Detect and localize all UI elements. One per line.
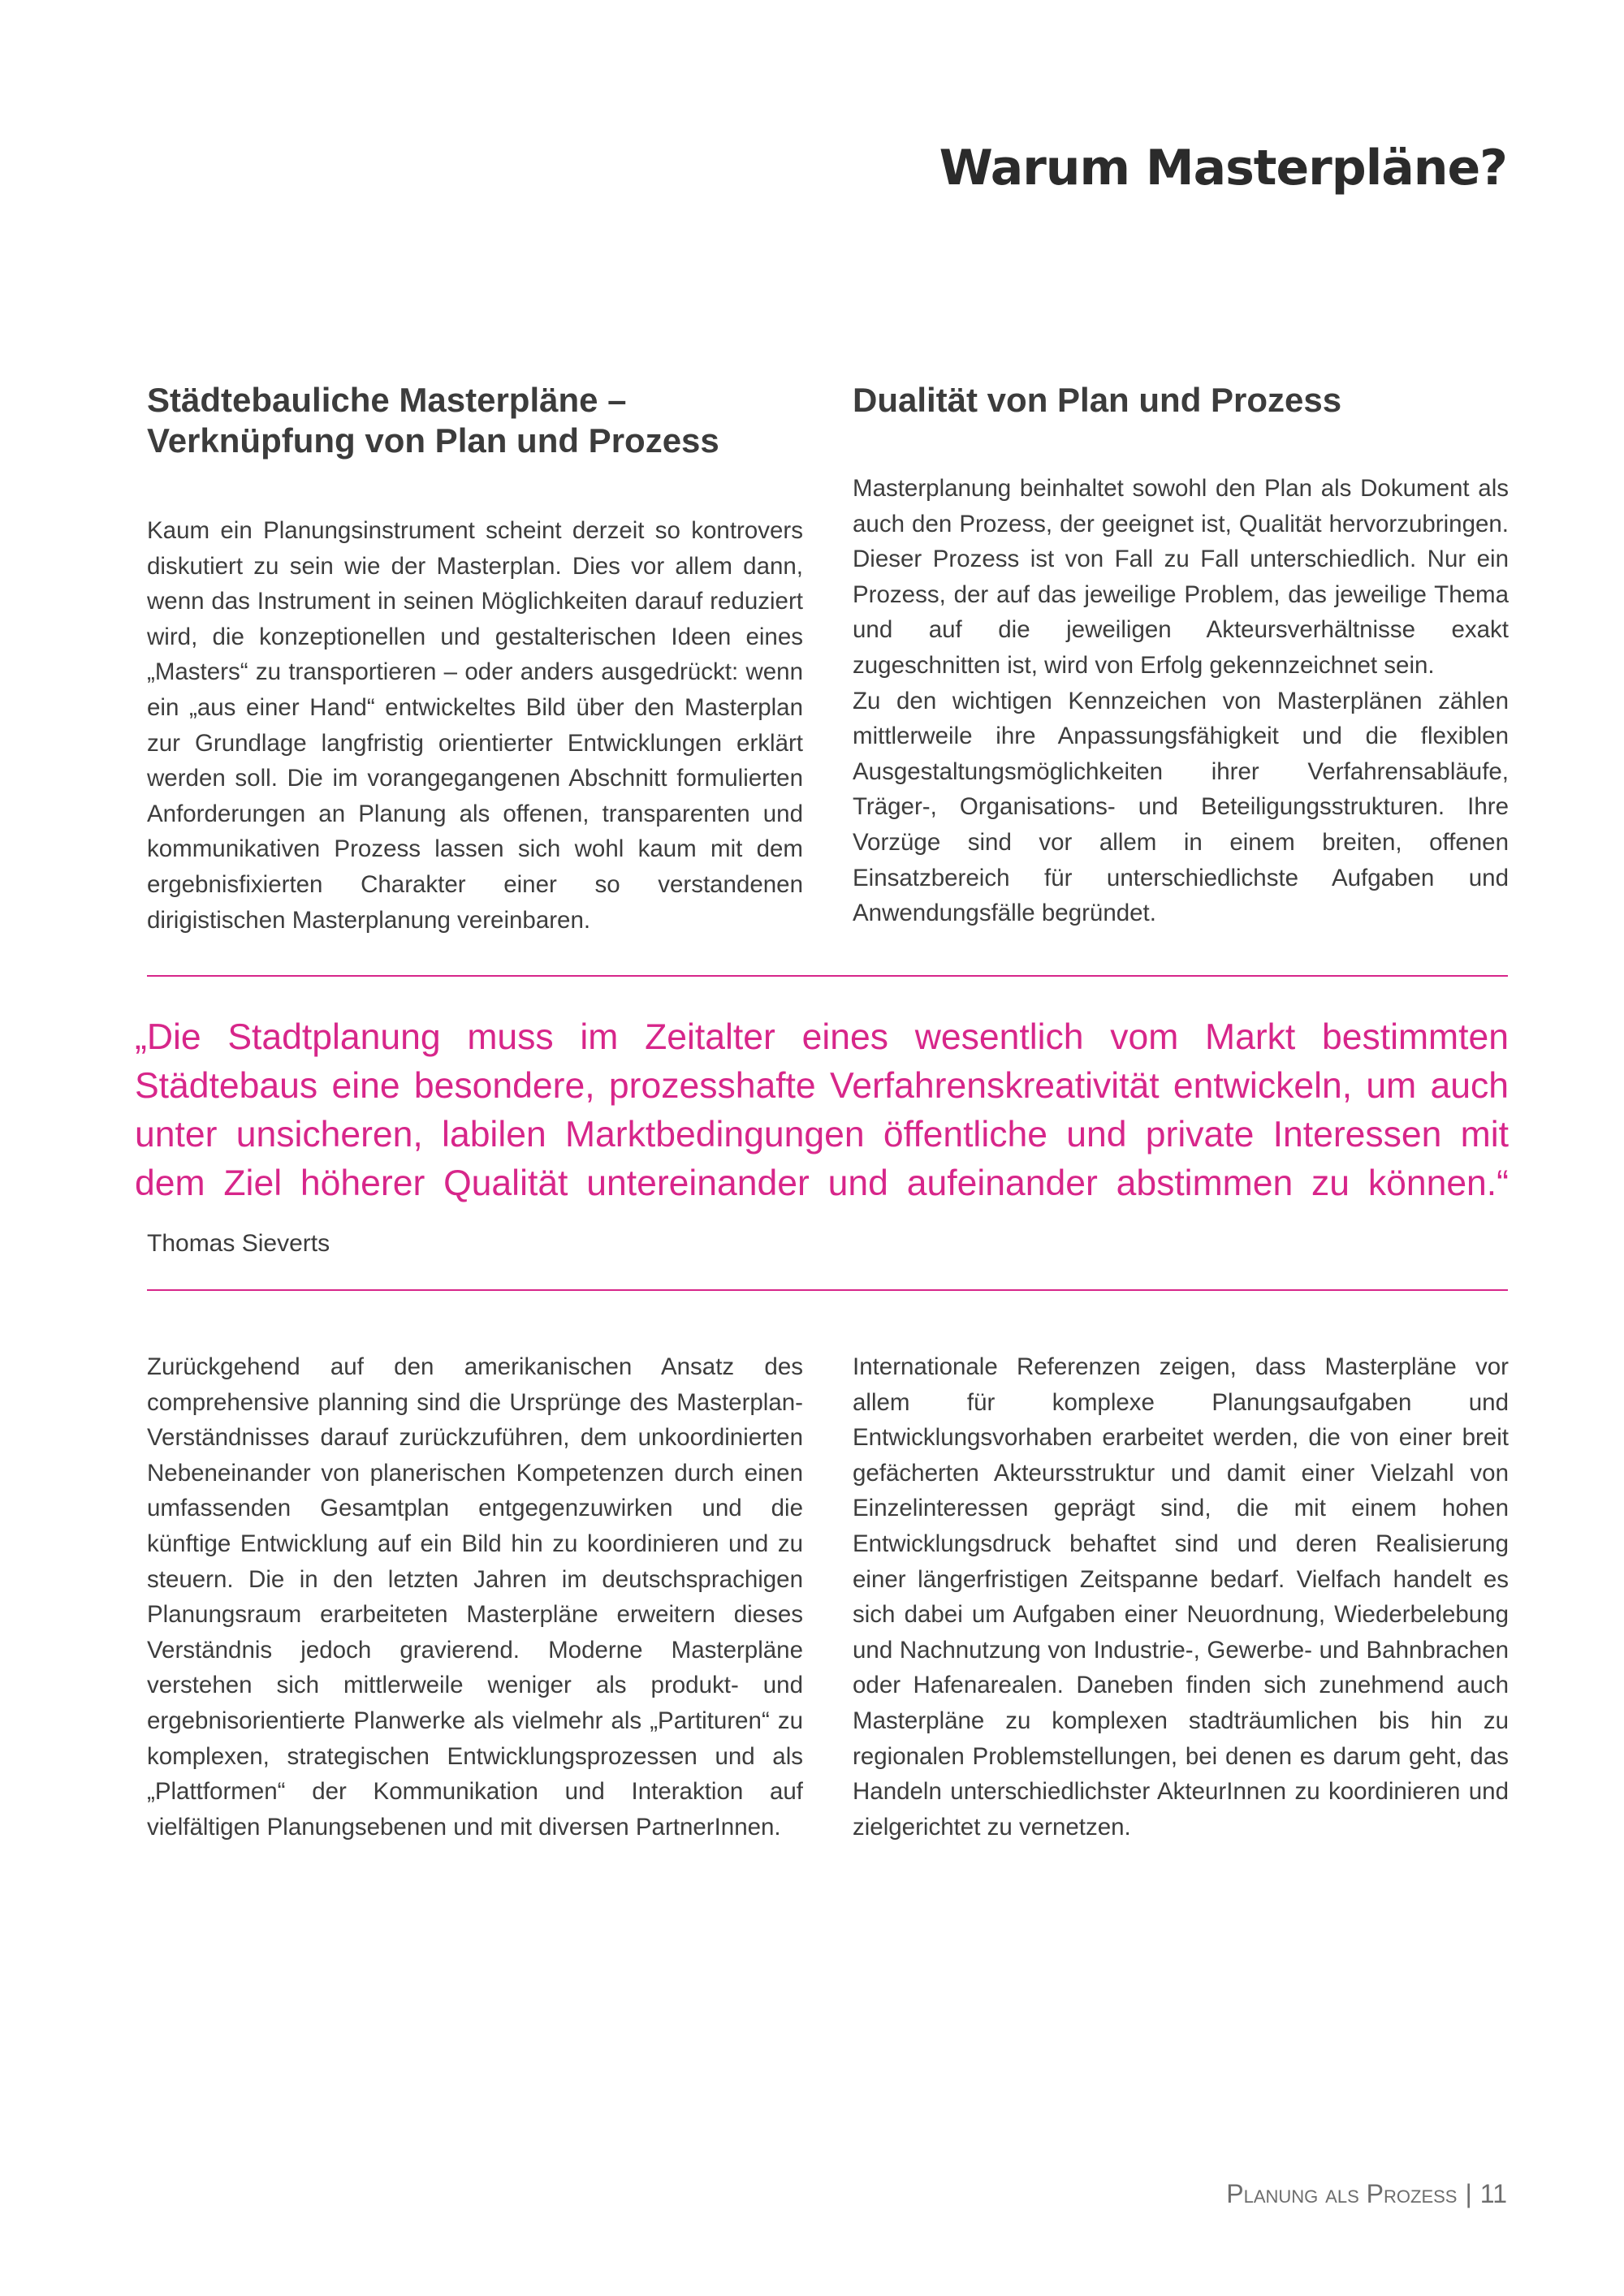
footer-section-name: Planung als Prozess <box>1226 2179 1458 2208</box>
section-body: Internationale Referenzen zeigen, dass Masterpläne vor allem für komplexe Planungsaufgaben und Entwicklungsvorhaben erarbeitet werden, die von einer breit gefächerten Akteursstruktur und damit einer Vielzahl von Einzelinteressen geprägt sind, die mit einem hohen Entwicklungsdruck behaftet sind und deren Realisierung einer längerfristigen Zeitspanne bedarf. Vielfach handelt es sich dabei um Aufgaben einer Neuordnung, Wiederbelebung und Nachnutzung von Industrie-, Gewerbe- und Bahnbrachen oder Hafenarealen. Daneben finden sich zunehmend auch Masterpläne zu komplexen stadträumlichen bis hin zu regionalen Problemstellungen, bei denen es darum geht, das Handeln unterschiedlichster AkteurInnen zu koordinieren und zielgerichtet zu vernetzen. <box>853 1353 1509 1841</box>
quote-author: Thomas Sieverts <box>147 1230 330 1257</box>
section-ursprung <box>147 1349 803 1845</box>
footer-separator: | <box>1465 2179 1472 2208</box>
section-referenzen <box>853 1349 1509 1845</box>
section-body-paragraph-2: Zu den wichtigen Kennzeichen von Masterplänen zählen mittlerweile ihre Anpassungsfähigkeit und die flexiblen Ausgestaltungsmöglichkeiten ihrer Verfahrensabläufe, Träger-, Organisations- und Beteiligungsstrukturen. Ihre Vorzüge sind vor allem in einem breiten, offenen Einsatzbereich für unterschiedlichste Aufgaben und Anwendungsfälle begründet. <box>853 687 1509 927</box>
section-heading <box>147 380 803 461</box>
section-body: Zurückgehend auf den amerikanischen Ansatz des comprehensive planning sind die Ursprünge des Masterplan-Verständnisses darauf zurückzuführen, dem unkoordinierten Nebeneinander von planerischen Kompetenzen durch einen umfassenden Gesamtplan entgegenzuwirken und die künftige Entwicklung auf ein Bild hin zu koordinieren und zu steuern. Die in den letzten Jahren im deutschsprachigen Planungsraum erarbeiteten Masterpläne erweitern dieses Verständnis jedoch gravierend. Moderne Masterpläne verstehen sich mittlerweile weniger als produkt- und ergebnisorientierte Planwerke als vielmehr als „Partituren“ zu komplexen, strategischen Entwicklungsprozessen und als „Plattformen“ der Kommunikation und Interaktion auf vielfältigen Planungsebenen und mit diversen PartnerInnen. <box>147 1353 803 1841</box>
page-title: Warum Masterpläne? <box>939 140 1507 196</box>
section-heading-line1: Städtebauliche Masterpläne – <box>147 381 627 419</box>
pull-quote: „Die Stadtplanung muss im Zeitalter eines wesentlich vom Markt bestimmten Städtebaus eine besondere, prozesshafte Verfahrenskreativität entwickeln, um auch unter unsicheren, labilen Marktbedingungen öffentliche und private Interessen mit dem Ziel höherer Qualität untereinander und aufeinander abstimmen zu können.“ <box>135 1017 1509 1203</box>
section-body: Kaum ein Planungsinstrument scheint derzeit so kontrovers diskutiert zu sein wie der Masterplan. Dies vor allem dann, wenn das Instrument in seinen Möglichkeiten darauf reduziert wird, die konzeptionellen und gestalterischen Ideen eines „Masters“ zu transportieren – oder anders ausgedrückt: wenn ein „aus einer Hand“ entwickeltes Bild über den Masterplan zur Grundlage langfristig orientierter Entwicklungen erklärt werden soll. Die im vorangegangenen Abschnitt formulierten Anforderungen an Planung als offenen, transparenten und kommunikativen Prozess lassen sich wohl kaum mit dem ergebnisfixierten Charakter einer so verstandenen dirigistischen Masterplanung vereinbaren. <box>147 517 803 934</box>
page-number: 11 <box>1479 2179 1507 2208</box>
section-body-paragraph-1: Masterplanung beinhaltet sowohl den Plan als Dokument als auch den Prozess, der geeignet ist, Qualität hervorzubringen. Dieser Prozess ist von Fall zu Fall unterschiedlich. Nur ein Prozess, der auf das jeweilige Problem, das jeweilige Thema und auf die jeweiligen Akteursverhältnisse exakt zugeschnitten ist, wird von Erfolg gekennzeichnet sein. <box>853 475 1509 679</box>
section-heading: Dualität von Plan und Prozess <box>853 381 1342 419</box>
divider-bottom <box>147 1289 1508 1291</box>
section-dualitaet <box>853 380 1509 931</box>
section-masterplaene <box>147 380 803 938</box>
page-footer <box>1226 2177 1507 2210</box>
divider-top <box>147 975 1508 977</box>
section-heading-line2: Verknüpfung von Plan und Prozess <box>147 421 719 460</box>
